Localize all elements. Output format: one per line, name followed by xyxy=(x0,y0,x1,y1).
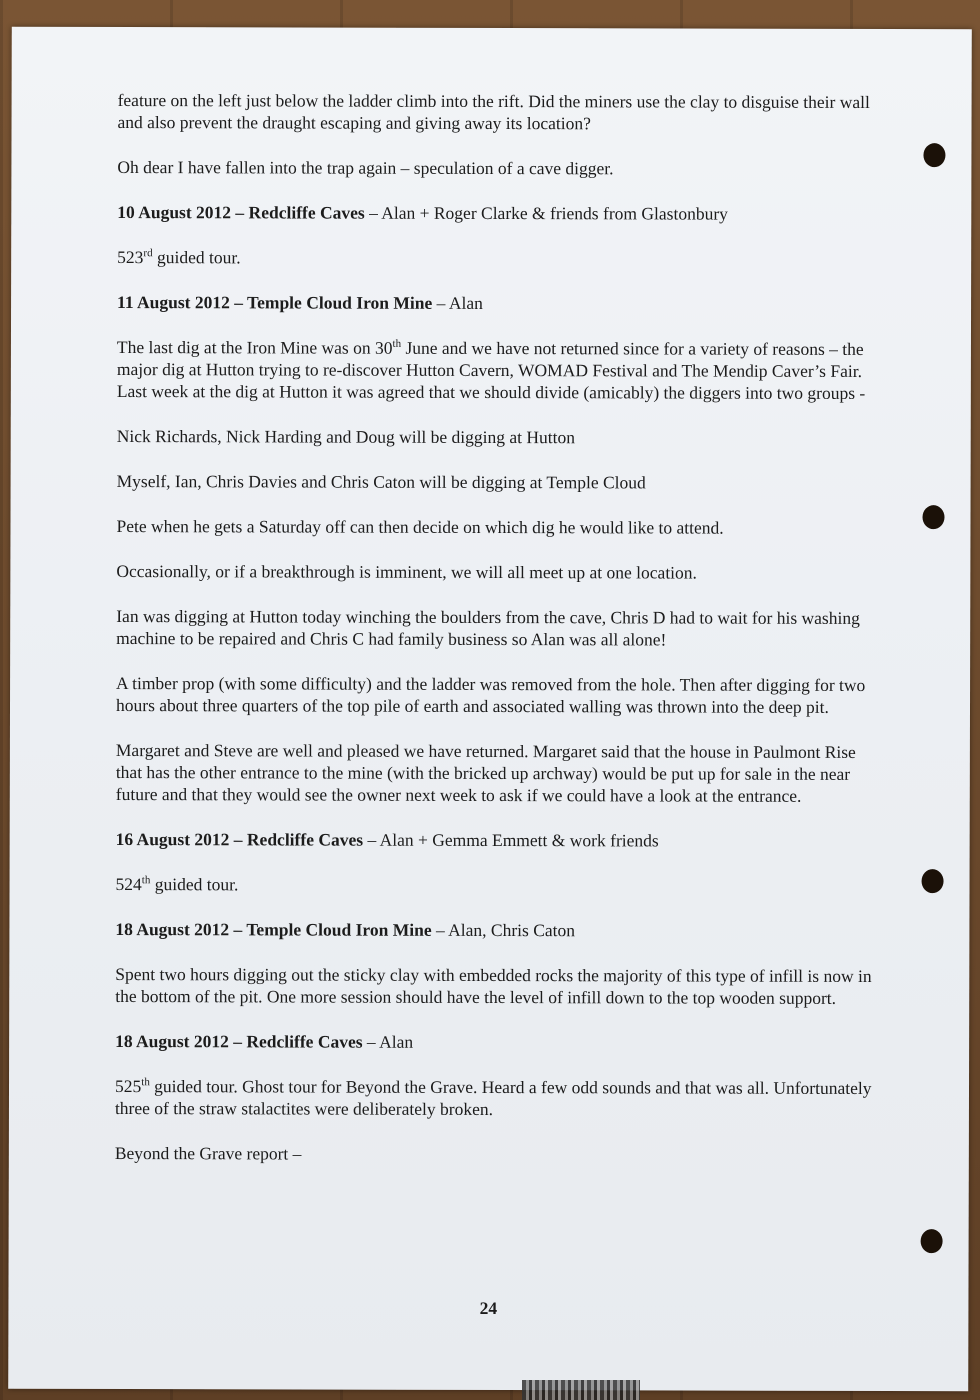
log-entry-heading xyxy=(116,828,886,852)
ordinal-suffix: th xyxy=(141,1076,150,1089)
barcode-sticker xyxy=(522,1380,640,1400)
ordinal-suffix: rd xyxy=(143,247,153,260)
paragraph: Myself, Ian, Chris Davies and Chris Caton will be digging at Temple Cloud xyxy=(116,471,646,493)
entry-title: 16 August 2012 – Redcliffe Caves xyxy=(115,829,364,850)
log-entry-heading xyxy=(115,1030,885,1054)
paragraph-text: June and we have not returned since for a variety of reasons – the major dig at Hutton trying to re-discover Hutton Cavern, WOMAD Festival and The Mendip Caver’s Fair. Last week at the dig at Hutton it was agreed that we should divide (amicably) the diggers into two groups - xyxy=(116,337,866,403)
paragraph: A timber prop (with some difficulty) and the ladder was removed from the hole. Then after digging for two hours about three quarters of the top pile of earth and associated walling was thrown into the deep pit. xyxy=(115,673,866,717)
paragraph: Occasionally, or if a breakthrough is imminent, we will all meet up at one location. xyxy=(116,561,697,583)
punch-hole xyxy=(921,1229,943,1253)
paragraph: feature on the left just below the ladder climb into the rift. Did the miners use the clay to disguise their wall and also prevent the draught escaping and giving away its location? xyxy=(117,90,870,134)
paragraph: Spent two hours digging out the sticky clay with embedded rocks the majority of this type of infill is now in the bottom of the pit. One more session should have the level of infill down to the top wooden support. xyxy=(115,964,872,1008)
page-text xyxy=(115,89,888,1189)
log-entry-heading xyxy=(117,291,887,315)
paragraph xyxy=(117,336,887,404)
tour-number: 525 xyxy=(114,1076,142,1097)
paragraph: Pete when he gets a Saturday off can then decide on which dig he would like to attend. xyxy=(116,516,724,538)
tour-number: 524 xyxy=(115,874,142,895)
paragraph: Nick Richards, Nick Harding and Doug will be digging at Hutton xyxy=(116,426,576,448)
page-number: 24 xyxy=(479,1297,498,1319)
entry-participants: – Alan, Chris Caton xyxy=(431,919,576,941)
ordinal-suffix: th xyxy=(141,874,151,887)
entry-participants: – Alan + Roger Clarke & friends from Glastonbury xyxy=(364,202,728,224)
paragraph: Oh dear I have fallen into the trap again – speculation of a cave digger. xyxy=(117,157,614,179)
paragraph-text: guided tour. xyxy=(152,247,241,268)
punch-hole xyxy=(922,869,944,893)
punch-hole xyxy=(923,143,945,167)
paragraph: Ian was digging at Hutton today winching the boulders from the cave, Chris D had to wait for his washing machine to be repaired and Chris C had family business so Alan was all alone! xyxy=(116,606,860,650)
paragraph xyxy=(117,246,887,270)
paragraph xyxy=(116,873,886,897)
paragraph: Beyond the Grave report – xyxy=(114,1143,302,1164)
paragraph-text: guided tour. Ghost tour for Beyond the Grave. Heard a few odd sounds and that was all. Unfortunately three of the straw stalactites were deliberately broken. xyxy=(114,1076,872,1120)
document-page xyxy=(8,27,972,1392)
paragraph-text: The last dig at the Iron Mine was on 30 xyxy=(116,337,393,358)
entry-participants: – Alan + Gemma Emmett & work friends xyxy=(363,829,659,851)
log-entry-heading xyxy=(115,918,885,942)
tour-number: 523 xyxy=(117,247,144,268)
entry-participants: – Alan xyxy=(432,292,483,313)
entry-title: 18 August 2012 – Temple Cloud Iron Mine xyxy=(115,919,432,940)
paragraph xyxy=(115,1075,885,1121)
paragraph: Margaret and Steve are well and pleased we have returned. Margaret said that the house in Paulmont Rise that has the other entrance to the mine (with the bricked up archway) would be put up for sale in the near future and that they would see the owner next week to ask if we could have a look at the entrance. xyxy=(115,740,856,806)
entry-title: 11 August 2012 – Temple Cloud Iron Mine xyxy=(117,292,433,313)
log-entry-heading xyxy=(117,201,887,225)
punch-hole xyxy=(922,505,944,529)
paragraph-text: guided tour. xyxy=(150,874,239,895)
entry-title: 18 August 2012 – Redcliffe Caves xyxy=(115,1031,363,1052)
ordinal-suffix: th xyxy=(392,337,402,350)
entry-title: 10 August 2012 – Redcliffe Caves xyxy=(117,202,365,223)
entry-participants: – Alan xyxy=(362,1031,414,1052)
